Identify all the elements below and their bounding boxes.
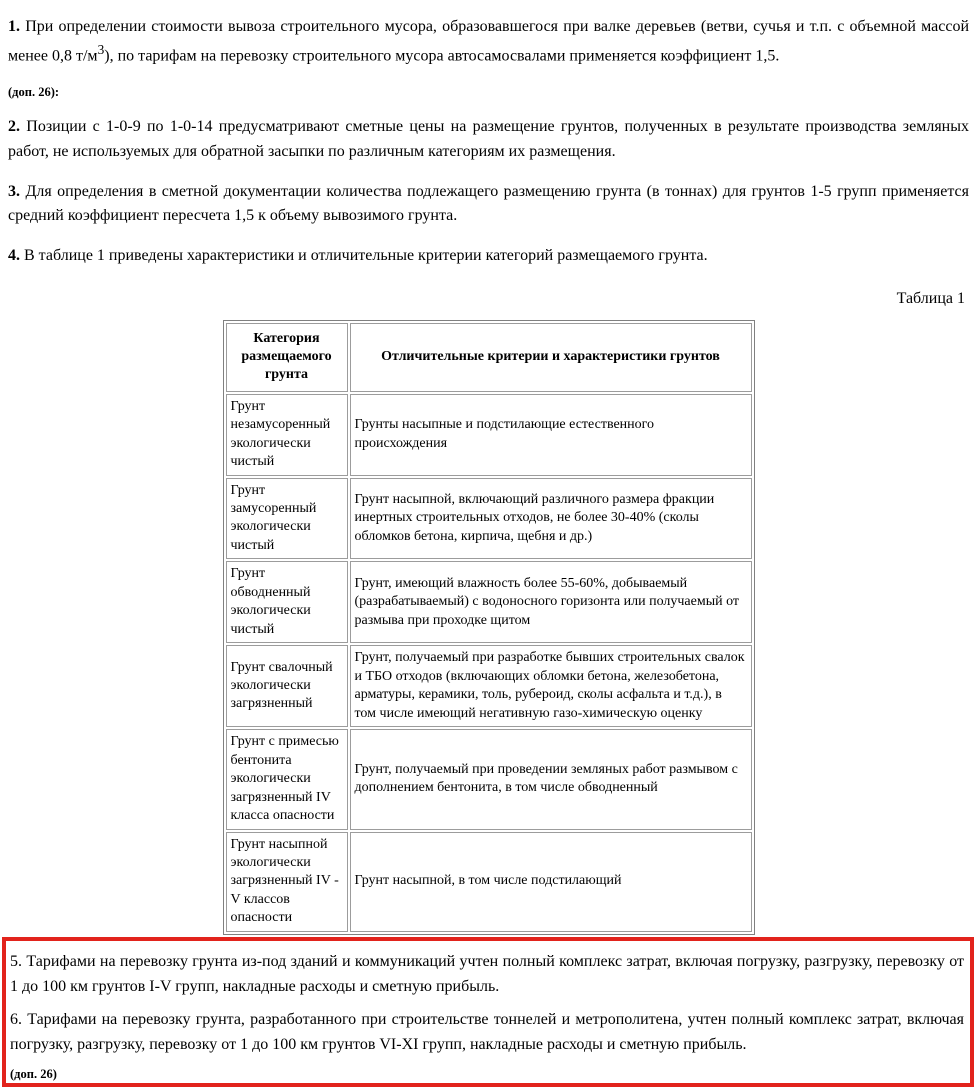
paragraph-6-text: Тарифами на перевозку грунта, разработанного при строительстве тоннелей и метрополитена, учтен полный комплекс затрат, включая погрузку, разгрузку, перевозку от 1 до 100 км грунтов VI-XI групп, накладные расходы и сметную прибыль. (10, 1011, 965, 1054)
paragraph-1-number: 1. (8, 18, 20, 35)
paragraph-2-number: 2. (8, 117, 20, 135)
header-category: Категория размещаемого грунта (226, 323, 348, 392)
paragraph-1 (8, 15, 969, 69)
paragraph-2-text: Позиции с 1-0-9 по 1-0-14 предусматривают сметные цены на размещение грунтов, полученных в результате производства земляных работ, не используемых для обратной засыпки по различным категориям их размещения. (8, 117, 969, 160)
cell-criteria: Грунт насыпной, включающий различного размера фракции инертных строительных отходов, не более 30-40% (сколы обломков бетона, кирпича, щебня и др.) (350, 478, 752, 560)
cell-criteria: Грунты насыпные и подстилающие естественного происхождения (350, 394, 752, 476)
table-row (226, 729, 752, 829)
table-row (226, 394, 752, 476)
paragraph-5-text: Тарифами на перевозку грунта из-под зданий и коммуникаций учтен полный комплекс затрат, включая погрузку, разгрузку, перевозку от 1 до 100 км грунтов I-V групп, накладные расходы и сметную прибыль. (10, 952, 965, 995)
soil-categories-table (223, 320, 755, 935)
paragraph-6-number: 6. (10, 1011, 22, 1029)
paragraph-6 (10, 1008, 964, 1058)
cell-criteria: Грунт, получаемый при разработке бывших строительных свалок и ТБО отходов (включающих обломки бетона, железобетона, арматуры, керамики, толь, рубероид, сколы асфальта и т.д.), в том числе имеющий негативную газо-химическую оценку (350, 645, 752, 727)
table-row (226, 561, 752, 643)
superscript-cubed: 3 (97, 41, 105, 57)
paragraph-3-text: Для определения в сметной документации количества подлежащего размещению грунта (в тоннах) для грунтов 1-5 групп применяется средний коэффициент пересчета 1,5 к объему вывозимого грунта. (8, 182, 970, 225)
table-caption: Таблица 1 (896, 289, 965, 307)
paragraph-4-number: 4. (8, 247, 20, 265)
cell-category: Грунт свалочный экологически загрязненный (226, 645, 348, 727)
cell-criteria: Грунт насыпной, в том числе подстилающий (350, 832, 752, 932)
paragraph-3-number: 3. (8, 182, 20, 200)
paragraph-4-text: В таблице 1 приведены характеристики и отличительные критерии категорий размещаемого грунта. (24, 247, 708, 265)
amendment-note-bottom: (доп. 26) (10, 1067, 57, 1082)
cell-category: Грунт незамусоренный экологически чистый (226, 394, 348, 476)
cell-category: Грунт замусоренный экологически чистый (226, 478, 348, 560)
cell-criteria: Грунт, получаемый при проведении земляных работ размывом с дополнением бентонита, в том числе обводненный (350, 729, 752, 829)
table-row (226, 478, 752, 560)
cell-category: Грунт насыпной экологически загрязненный IV - V классов опасности (226, 832, 348, 932)
paragraph-1-text: При определении стоимости вывоза строительного мусора, образовавшегося при валке деревьев (ветви, сучья и т.п. с объемной массой менее 0,8 т/м (8, 18, 970, 65)
table-row (226, 832, 752, 932)
paragraph-3 (8, 180, 969, 230)
paragraph-2 (8, 115, 969, 165)
highlight-box (2, 937, 974, 1087)
cell-category: Грунт обводненный экологически чистый (226, 561, 348, 643)
header-criteria: Отличительные критерии и характеристики грунтов (350, 323, 752, 392)
cell-category: Грунт с примесью бентонита экологически загрязненный IV класса опасности (226, 729, 348, 829)
paragraph-5-number: 5. (10, 952, 22, 970)
amendment-note-top: (доп. 26): (8, 84, 60, 99)
table-header-row (226, 323, 752, 392)
paragraph-4 (8, 244, 969, 269)
table-row (226, 645, 752, 727)
paragraph-1-text-after: ), по тарифам на перевозку строительного мусора автосамосвалами применяется коэффициент 1,5. (104, 47, 780, 65)
paragraph-5 (10, 950, 964, 1000)
cell-criteria: Грунт, имеющий влажность более 55-60%, добываемый (разрабатываемый) с водоносного горизонта или получаемый от размыва при проходке щитом (350, 561, 752, 643)
